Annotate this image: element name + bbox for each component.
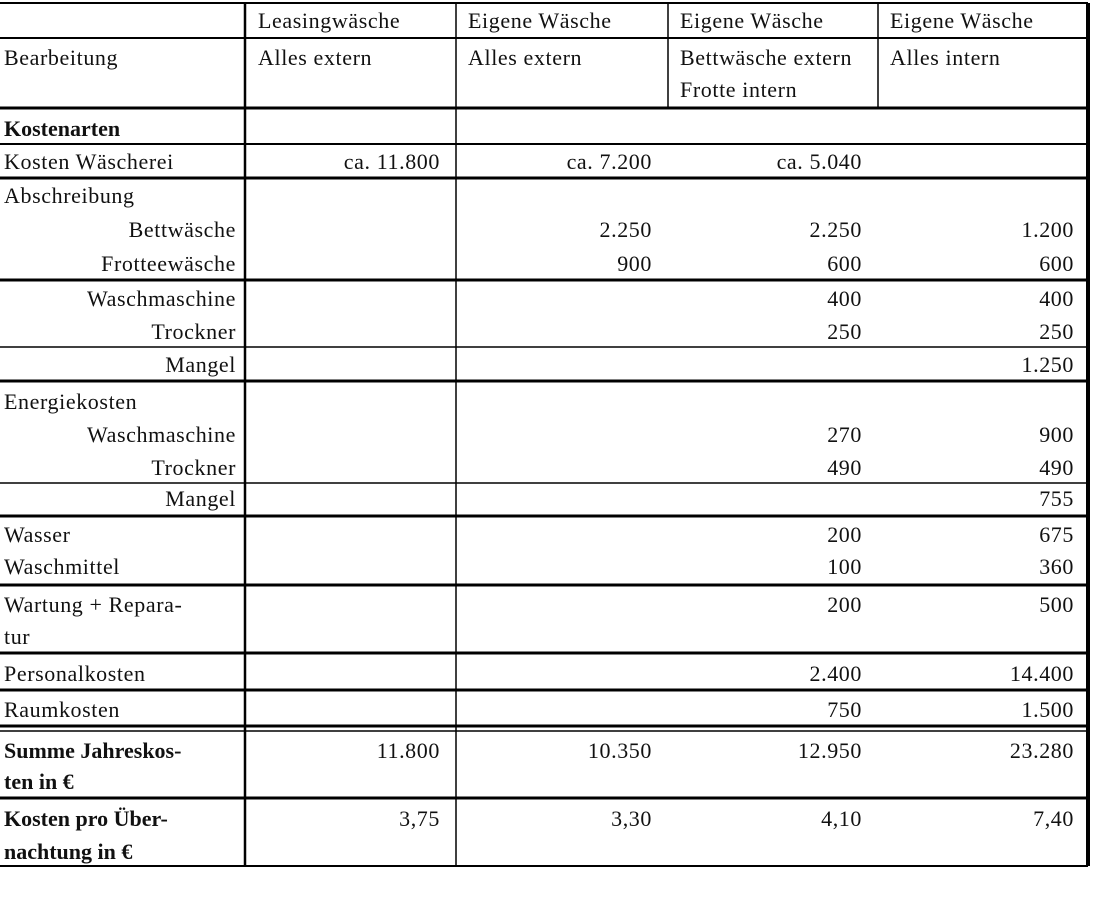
cell-value: 11.800 bbox=[376, 738, 440, 763]
row-label: Bettwäsche bbox=[128, 217, 236, 242]
row-label: Wartung + Repara- bbox=[4, 592, 183, 617]
cell-value: 900 bbox=[617, 251, 652, 276]
cell-value: 1.200 bbox=[1021, 217, 1074, 242]
cell-value: 2.250 bbox=[599, 217, 652, 242]
cell-value: 23.280 bbox=[1009, 738, 1074, 763]
row-label: Energiekosten bbox=[4, 389, 138, 414]
cell-value: 14.400 bbox=[1009, 661, 1074, 686]
row-label-line2: tur bbox=[4, 624, 31, 649]
row-label: Waschmittel bbox=[4, 554, 121, 579]
cell-value: 250 bbox=[827, 319, 862, 344]
cell-value: 4,10 bbox=[821, 806, 862, 831]
cell-value: ca. 5.040 bbox=[776, 149, 862, 174]
cell-value: 200 bbox=[827, 592, 862, 617]
row-label: Waschmaschine bbox=[87, 286, 236, 311]
cell-value: 490 bbox=[827, 455, 862, 480]
bearbeitung-leasing: Alles extern bbox=[258, 45, 373, 70]
bearbeitung-eigene-2-line1: Bettwäsche extern bbox=[680, 45, 853, 70]
cell-value: 200 bbox=[827, 522, 862, 547]
cell-value: 1.500 bbox=[1021, 697, 1074, 722]
cell-value: 500 bbox=[1039, 592, 1074, 617]
row-label: Mangel bbox=[165, 486, 236, 511]
cell-value: 490 bbox=[1039, 455, 1074, 480]
row-label: Trockner bbox=[151, 455, 236, 480]
header-type-eigene-1: Eigene Wäsche bbox=[468, 8, 612, 33]
row-label: Trockner bbox=[151, 319, 236, 344]
cell-value: 600 bbox=[827, 251, 862, 276]
row-label: Summe Jahreskos- bbox=[4, 738, 182, 763]
cell-value: 100 bbox=[827, 554, 862, 579]
row-label-line2: nachtung in € bbox=[4, 839, 133, 864]
cell-value: 400 bbox=[1039, 286, 1074, 311]
header-type-leasing: Leasingwäsche bbox=[258, 8, 401, 33]
cell-value: 2.400 bbox=[809, 661, 862, 686]
row-label: Abschreibung bbox=[4, 183, 135, 208]
cell-value: 10.350 bbox=[587, 738, 652, 763]
cell-value: 270 bbox=[827, 422, 862, 447]
cell-value: 1.250 bbox=[1021, 352, 1074, 377]
cell-value: 3,30 bbox=[611, 806, 652, 831]
bearbeitung-label: Bearbeitung bbox=[4, 45, 119, 70]
cell-value: 2.250 bbox=[809, 217, 862, 242]
row-label: Kosten pro Über- bbox=[4, 806, 168, 831]
row-label: Kosten Wäscherei bbox=[4, 149, 174, 174]
cell-value: ca. 11.800 bbox=[343, 149, 440, 174]
header-type-eigene-3: Eigene Wäsche bbox=[890, 8, 1034, 33]
bearbeitung-eigene-1: Alles extern bbox=[468, 45, 583, 70]
cell-value: 250 bbox=[1039, 319, 1074, 344]
cell-value: 600 bbox=[1039, 251, 1074, 276]
cell-value: 675 bbox=[1039, 522, 1074, 547]
row-label: Frotteewäsche bbox=[101, 251, 236, 276]
cell-value: ca. 7.200 bbox=[566, 149, 652, 174]
cell-value: 7,40 bbox=[1033, 806, 1074, 831]
row-label: Waschmaschine bbox=[87, 422, 236, 447]
bearbeitung-eigene-3: Alles intern bbox=[890, 45, 1001, 70]
row-label: Personalkosten bbox=[4, 661, 146, 686]
cell-value: 360 bbox=[1039, 554, 1074, 579]
row-label-line2: ten in € bbox=[4, 769, 74, 794]
cell-value: 750 bbox=[827, 697, 862, 722]
cell-value: 400 bbox=[827, 286, 862, 311]
cell-value: 755 bbox=[1039, 486, 1074, 511]
row-label: Wasser bbox=[4, 522, 71, 547]
header-type-eigene-2: Eigene Wäsche bbox=[680, 8, 824, 33]
bearbeitung-eigene-2-line2: Frotte intern bbox=[680, 77, 798, 102]
section-title-kostenarten: Kostenarten bbox=[4, 116, 121, 141]
cell-value: 3,75 bbox=[399, 806, 440, 831]
row-label: Mangel bbox=[165, 352, 236, 377]
cell-value: 12.950 bbox=[797, 738, 862, 763]
row-label: Raumkosten bbox=[4, 697, 120, 722]
cell-value: 900 bbox=[1039, 422, 1074, 447]
